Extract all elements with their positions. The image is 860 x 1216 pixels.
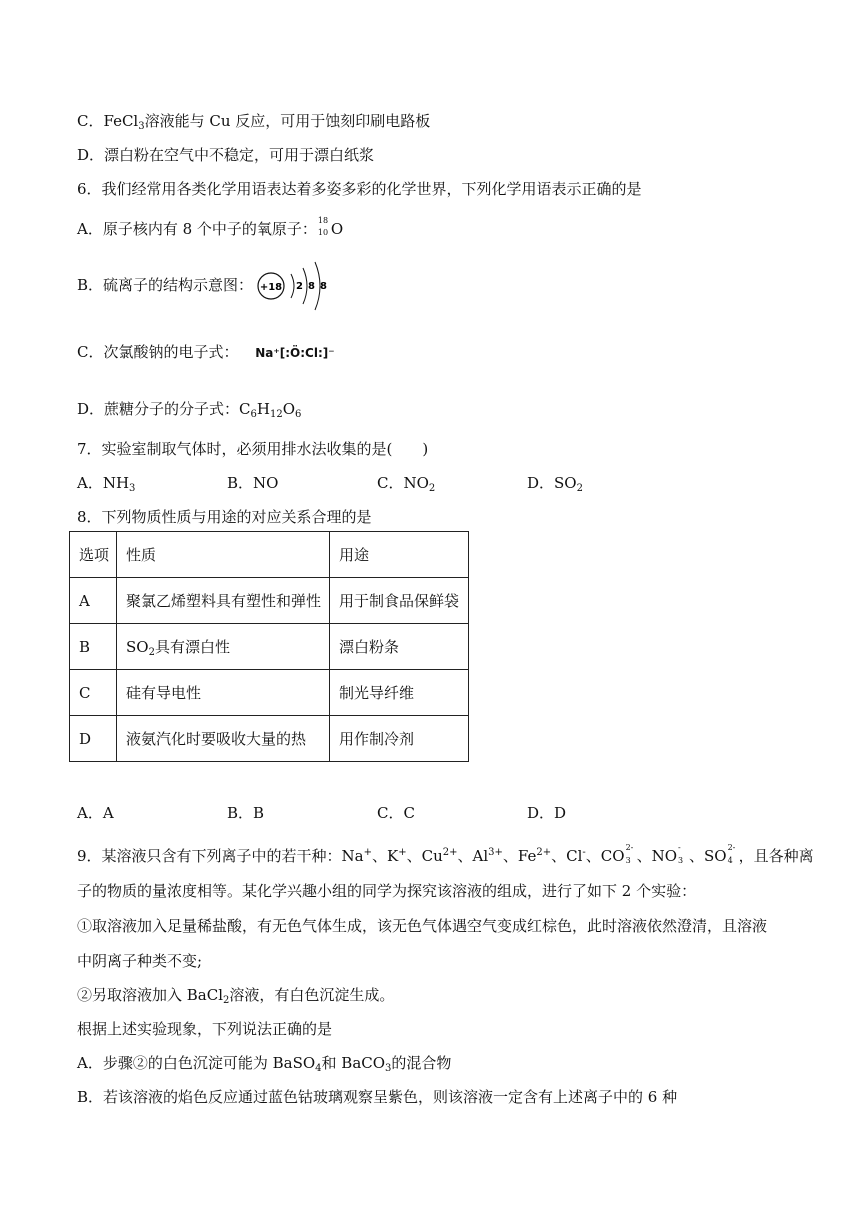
electron-formula: Na⁺[:Ö:Cl:]⁻ [255,346,335,360]
cell-property: $SO_2$具有漂白性 [117,624,330,670]
shell-arc-2 [303,268,307,304]
q9-option-a: A．步骤②的白色沉淀可能为 BaSO$_4$和 BaCO$_3$的混合物 [77,1054,452,1074]
header-property: 性质 [117,532,330,578]
nucleus-charge: +18 [259,282,283,293]
shell-arc-1 [291,274,294,298]
q8-answer-d: D．D [527,804,567,822]
cell-property: 硅有导电性 [117,670,330,716]
sulfate-charge: 2- 4 [727,843,736,865]
q7-option-a: A．$NH_3$ [77,474,136,494]
table-row [70,624,469,670]
table-row [70,716,469,762]
cell-use: 用于制食品保鲜袋 [330,578,469,624]
option-d-bleach: D．漂白粉在空气中不稳定，可用于漂白纸浆 [77,146,375,164]
shell-count-3: 8 [320,281,327,292]
table-row [70,578,469,624]
q9-line2: 子的物质的量浓度相等。某化学兴趣小组的同学为探究该溶液的组成，进行了如下 2 个实验： [77,882,697,900]
q7-stem: 7．实验室制取气体时，必须用排水法收集的是( ) [77,440,429,458]
header-option: 选项 [70,532,117,578]
q9-step2: ②另取溶液加入 BaCl$_2$溶液，有白色沉淀生成。 [77,986,395,1006]
cell-option: C [70,670,117,716]
q6-stem: 6．我们经常用各类化学用语表达着多姿多彩的化学世界，下列化学用语表示正确的是 [77,180,642,198]
q8-stem: 8．下列物质性质与用途的对应关系合理的是 [77,508,372,526]
cell-option: A [70,578,117,624]
cell-property: 聚氯乙烯塑料具有塑性和弹性 [117,578,330,624]
cell-use: 漂白粉条 [330,624,469,670]
nuclide-notation: 18 10 [317,216,329,237]
table-row [70,670,469,716]
cell-property: 液氨汽化时要吸收大量的热 [117,716,330,762]
q8-answer-c: C．C [377,804,415,822]
sulfur-ion-structure-diagram [253,258,333,314]
q8-answer-a: A．A [77,804,114,822]
q9-step1-line2: 中阴离子种类不变; [77,952,203,970]
option-c-fecl3: C．FeCl$_3$溶液能与 Cu 反应，可用于蚀刻印刷电路板 [77,112,431,132]
q9-conclusion: 根据上述实验现象，下列说法正确的是 [77,1020,333,1038]
shell-count-1: 2 [296,281,303,292]
cell-option: D [70,716,117,762]
q6-option-a: A．原子核内有 8 个中子的氧原子： 18 10 O [77,216,344,238]
q9-stem: 9．某溶液只含有下列离子中的若干种：Na+、K+、$Cu^{2+}$、$Al^{3+}$、$Fe^{2+}$、Cl-、CO 2- 3 、NO - 3 、SO 2- 4 ，且各种离 [77,843,814,865]
q6-option-b: B．硫离子的结构示意图： [77,276,254,294]
q7-option-c: C．$NO_2$ [377,474,436,494]
cell-use: 制光导纤维 [330,670,469,716]
header-use: 用途 [330,532,469,578]
q9-step1-line1: ①取溶液加入足量稀盐酸，有无色气体生成，该无色气体遇空气变成红棕色，此时溶液依然澄清，且溶液 [77,917,768,935]
properties-table [69,531,469,762]
cell-use: 用作制冷剂 [330,716,469,762]
nitrate-charge: - 3 [678,843,684,865]
cell-option: B [70,624,117,670]
q6-option-c: C．次氯酸钠的电子式： Na⁺[:Ö:Cl:]⁻ [77,343,335,361]
q7-option-d: D．$SO_2$ [527,474,583,494]
q9-option-b: B．若该溶液的焰色反应通过蓝色钴玻璃观察呈紫色，则该溶液一定含有上述离子中的 6 种 [77,1088,678,1106]
q6-option-d: D．蔗糖分子的分子式：$C_6H_{12}O_6$ [77,400,302,420]
q8-answer-b: B．B [227,804,265,822]
carbonate-charge: 2- 3 [625,843,634,865]
q7-option-b: B．NO [227,474,279,492]
table-header-row [70,532,469,578]
shell-count-2: 8 [308,281,315,292]
